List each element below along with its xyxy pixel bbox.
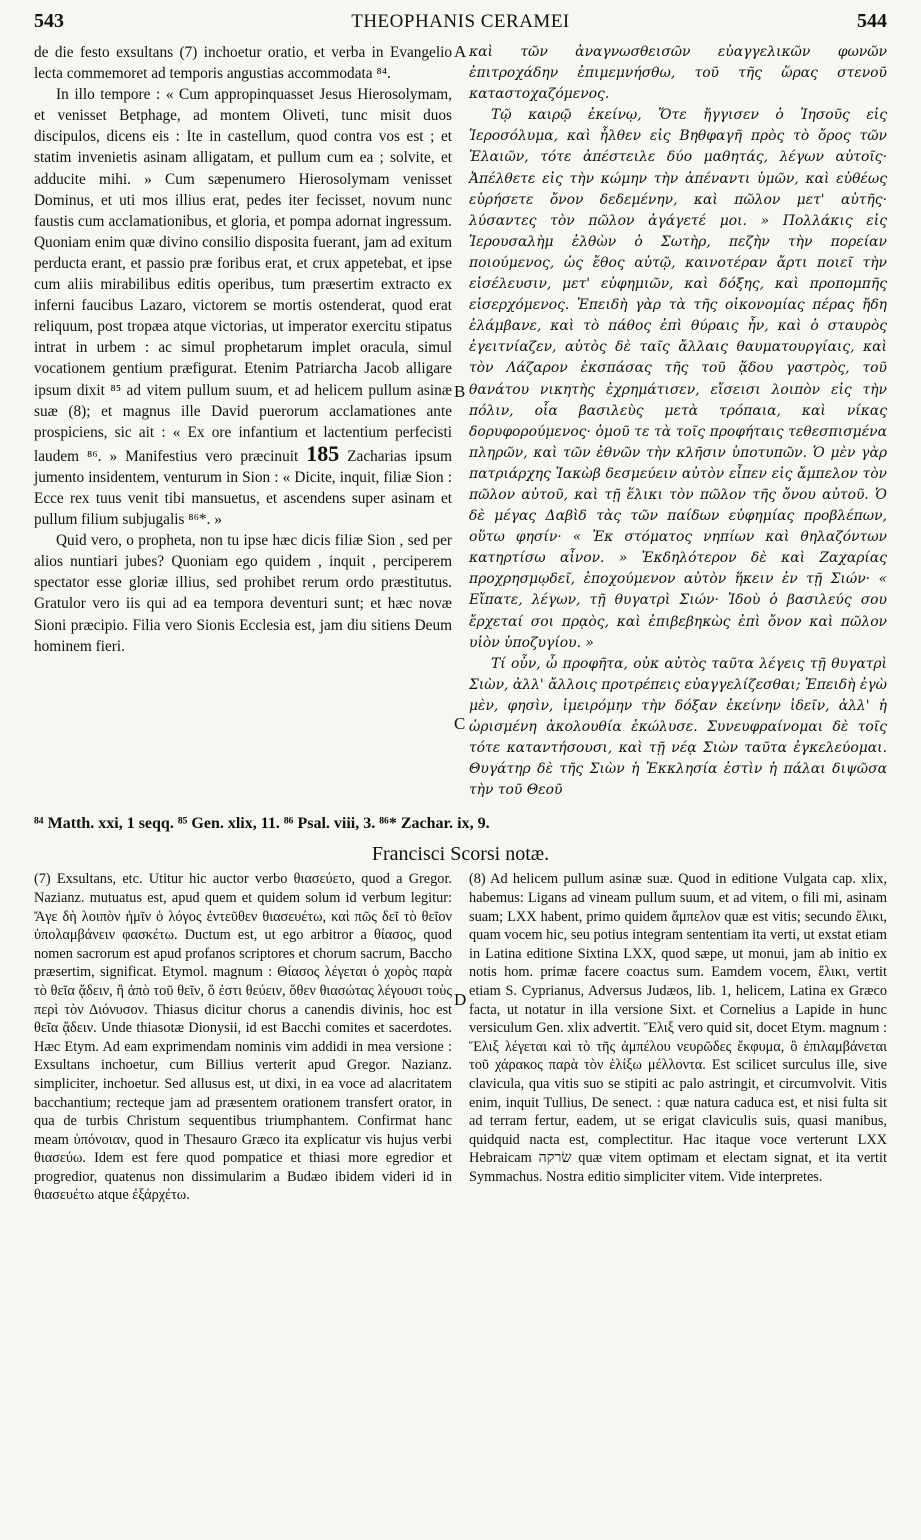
margin-letter: D xyxy=(454,990,467,1010)
margin-letter: A xyxy=(454,42,467,61)
margin-letters xyxy=(452,42,469,801)
running-title: THEOPHANIS CERAMEI xyxy=(351,11,570,32)
running-header xyxy=(34,10,887,38)
main-text xyxy=(34,42,887,801)
latin-paragraph: Quid vero, o propheta, non tu ipse hæc dicis filiæ Sion , sed per alios nuntiari jubes? Quoniam ego quidem , inquit , perciperem spectator esse gloriæ illius, sed prohibet rerum ordo præstitutus. Gratulor vero iis qui ad ea tempora deventuri sunt; et hæc novæ Sioni præcipio. Filia vero Sionis Ecclesia est, jam diu sitiens Deum hominem fieri. xyxy=(34,532,452,655)
greek-paragraph: καὶ τῶν ἀναγνωσθεισῶν εὐαγγελικῶν φωνῶν ἐπιτροχάδην ἐπιμεμνήσθω, τοῦ τῆς ὥρας στενοῦ καταστοχαζόμενος. xyxy=(469,44,887,103)
page-number-left: 543 xyxy=(34,10,64,32)
latin-paragraph: de die festo exsultans (7) inchoetur oratio, et verba in Evangelio lecta commemoret ad temporis angustias accommodata ⁸⁴. xyxy=(34,44,452,83)
latin-column xyxy=(34,42,452,801)
latin-paragraph xyxy=(34,84,452,530)
scripture-references: ⁸⁴ Matth. xxi, 1 seqq. ⁸⁵ Gen. xlix, 11. ⁸⁶ Psal. viii, 3. ⁸⁶* Zachar. ix, 9. xyxy=(34,815,490,833)
notes-title: Francisci Scorsi notæ. xyxy=(371,843,550,866)
note-8 xyxy=(469,870,887,1205)
greek-column xyxy=(469,42,887,801)
page-number-right: 544 xyxy=(857,10,887,32)
margin-letter: C xyxy=(454,714,466,733)
migne-column-number: 185 xyxy=(306,440,340,466)
notes-section xyxy=(34,870,887,1205)
greek-paragraph: Τί οὖν, ὦ προφῆτα, οὐκ αὐτὸς ταῦτα λέγεις τῇ θυγατρὶ Σιὼν, ἀλλ' ἄλλοις προτρέπεις εὐαγγελίζεσθαι; Ἐπειδὴ ἐγὼ μὲν, φησὶν, ἱμειρόμην τὴν δόξαν ἐκείνην ἰδεῖν, ἀλλ' ἡ ὡρισμένη ἀκολουθία ἐκώλυσε. Συνευφραίνομαι δὲ τοῖς τότε καταντήσουσι, καὶ τῇ νέᾳ Σιὼν ταῦτα ἐγκελεύομαι. Θυγάτηρ δὲ τῆς Σιὼν ἡ Ἐκκλησία ἐστὶν ἡ πάλαι διψῶσα τὴν τοῦ Θεοῦ xyxy=(469,655,887,799)
latin-text: In illo tempore : « Cum appropinquasset Jesus Hierosolymam, et venisset Betphage, ad montem Oliveti, tunc misit duos discipulos, dicens eis : Ite in castellum, quod contra vos est ; et statim invenietis asinam alligatam, et pullum cum ea ; solvite, et adducite mihi. » Cum sæpenumero Hierosolymam venisset Dominus, et uti mos illius erat, pedes iter fecisset, novum nunc faustis cum acclamationibus, et gloria, et pompa adornat ingressum. Quoniam enim quæ divino consilio disposita fuerant, jam ad exitum perducta erant, et passio præ foribus erat, et crux appetebat, et ipse cum aliis mirabilibus editis operibus, tum præsertim extracto ex inferni faucibus Lazaro, victorem se mortis ostenderat, quod erat reliquum, post tropæa atque victorias, ut imperator exercitu stipatus intrat in urbem : ac simul prophetarum implet oracula, simul vocationem gentium præfigurat. Etenim Patriarcha Jacob alligare ipsum dixit ⁸⁵ ad vitem pullum suum, et ad helicem pullum asinæ suæ (8); et magnus ille David puerorum acclamationes ante prospiciens, sic ait : « Ex ore infantium et lactentium perfecisti laudem ⁸⁶. » Manifestius vero præcinuit xyxy=(34,86,452,465)
note-text: (8) Ad helicem pullum asinæ suæ. Quod in editione Vulgata cap. xlix, habemus: Ligans ad vineam pullum suum, et ad vitem, o fili mi, asinam suam; LXX habent, primo quidem ἄμπελον quæ est vitis; secundo ἕλικι, quam vocem hic, seu potius integram sententiam ita verti, ut exstat etiam in Latina editione Sixtina LXX, quod sæpe, ut monui, jam ab initio ex notis hom. primæ facere coactus sum. Eamdem vocem, ἕλικι, vertit etiam S. Cyprianus, Adversus Judæos, lib. 1, helicem, Latina ex Græco facta, ut notatur in illa versione Sixt. et Cornelius a Lapide in hunc versiculum Gen. xlix advertit. Ἕλιξ vero quid sit, docet Etym. magnum : Ἕλιξ λέγεται καὶ τὸ τῆς ἀμπέλου νευρῶδες ἔκφυμα, ὃ ἐπιλαμβάνεται τοῦ χάρακος παρὰ τὸν ἑλίξω μέλλοντα. Est scilicet surculus ille, sive clavicula, qua vitis suo se stipiti ac palo astringit, et circumvolvit. Vitis enim, inquit Tullius, De senect. : quæ natura caduca est, et nisi fulta sit ad terram fertur, eadem, ut se erigat claviculis suis, quasi manibus, quidquid nacta est, complectitur. Hac itaque voce verterunt LXX Hebraicam שׂרקה quæ vitem optimam et electam signat, et ita vertit Symmachus. Nostra editio simpliciter vitem. Vide interpretes. xyxy=(469,871,887,1185)
margin-letter: B xyxy=(454,382,466,401)
note-text: (7) Exsultans, etc. Utitur hic auctor verbo θιασεύετο, quod a Gregor. Nazianz. mutuatus est, apud quem et quidem solum id verbum legitur: Ἄγε δὴ λοιπὸν ἡμῖν ὁ λόγος ἐντεῦθεν θιασευέτω, καὶ πῶς δεῖ τὸ θεῖον ὑπολαμβάνειν φασκέτω. Ductum est, ut ego arbitror a θίασος, quod nomen sacrorum est apud profanos scriptores et chorum sacrum, Baccho præsertim, significat. Etymol. magnum : Θίασος λέγεται ὁ χορὸς παρὰ τὸ θεῖα ᾄδειν, ἢ ἀπὸ τοῦ θεῖν, ὅ ἐστι θεύειν, ὅθεν θιασώτας λέγουσι τοὺς περὶ τὸν Διόνυσον. Thiasus dicitur chorus a canendis divinis, hoc est θεῖα ᾄδειν. Unde thiasotæ Dionysii, id est Bacchi comites et sacerdotes. Hæc Etym. Ad eam exprimendam nominis vim addidi in mea versione : Exsultans inchoetur, cum Billius verterit apud Gregor. Nazianz. simpliciter, inchoetur. Sed allusus est, ut dixi, in ea voce ad alacritatem bacchantium; recteque jam ad præsentem orationem transfert orator, in qua de turbis Christum sequentibus triumphantem. Confirmat hanc meam ὑπόνοιαν, quod in Thesauro Græco ita explicatur vis hujus verbi θιασεύω. Idem est fere quod pompatice et thiasi more egredior et progredior, quatenus non dissimularim a Budæo ibidem videri id in θιασευέτω atque ἐξάρχέτω. xyxy=(34,871,452,1204)
notes-margin xyxy=(452,870,469,1205)
greek-paragraph: Τῷ καιρῷ ἐκείνῳ, Ὅτε ἤγγισεν ὁ Ἰησοῦς εἰς Ἱεροσόλυμα, καὶ ἦλθεν εἰς Βηθφαγῆ πρὸς τὸ ὄρος τῶν Ἐλαιῶν, τότε ἀπέστειλε δύο μαθητάς, λέγων αὐτοῖς· Ἀπέλθετε εἰς τὴν κώμην τὴν ἀπέναντι ὑμῶν, καὶ εὐθέως εὑρήσετε ὄνον δεδεμένην, καὶ πῶλον μετ' αὐτῆς· λύσαντες τὸν πῶλον ἀγάγετέ μοι. » Πολλάκις εἰς Ἱερουσαλὴμ ἐλθὼν ὁ Σωτὴρ, πεζὴν τὴν πορείαν ποιούμενος, ὡς ἔθος αὐτῷ, καινοτέραν ἄρτι ποιεῖ τὴν εἰσέλευσιν, μετ' εὐφημιῶν, καὶ δόξης, καὶ προπομπῆς εἰσερχόμενος. Ἐπειδὴ γὰρ τὰ τῆς οἰκονομίας πέρας ἤδη ἐλάμβανε, καὶ τὸ πάθος ἐπὶ θύραις ἦν, καὶ ὁ σταυρὸς ἐγειτνίαζεν, αὐτὸς δὲ ταῖς ἄλλαις θαυματουργίαις, καὶ τὸν Λάζαρον ἐκσπάσας τῆς τοῦ ᾅδου γαστρὸς, τοῦ θανάτου νικητὴς ἐχρημάτισεν, εἴσεισι λοιπὸν εἰς τὴν πόλιν, οἷα βασιλεὺς μετὰ τρόπαια, καὶ νίκας δορυφορούμενος· ὁμοῦ τε τὰ τοῖς προφήταις τεθεσπισμένα πληρῶν, καὶ τῶν ἐθνῶν τὴν κλῆσιν ὑποτυπῶν. Ὁ μὲν γὰρ πατριάρχης Ἰακὼβ δεσμεύειν αὐτὸν εἶπεν εἰς ἄμπελον τὸν πῶλον αὐτοῦ, καὶ τῇ ἕλικι τὸν πῶλον τῆς ὄνου αὐτοῦ. Ὁ δὲ μέγας Δαβὶδ τὰς τῶν παίδων εὐφημίας προβλέπων, οὕτω φησίν· « Ἐκ στόματος νηπίων καὶ θηλαζόντων κατηρτίσω αἶνον. » Ἐκδηλότερον δὲ καὶ Ζαχαρίας προχρησμῳδεῖ, ἐποχούμενον αὐτὸν ἥκειν ἐν τῇ Σιών· « Εἴπατε, λέγων, τῇ θυγατρὶ Σιών· Ἰδοὺ ὁ βασιλεύς σου ἔρχεταί σοι πρᾳὸς, καὶ ἐπιβεβηκὼς ἐπὶ ὄνον καὶ πῶλον υἱὸν ὑποζυγίου. » xyxy=(469,107,887,651)
note-7 xyxy=(34,870,452,1205)
latin-text: Zacharias ipsum jumento insidentem, venturum in Sion : « Dicite, inquit, filiæ Sion : Ecce rex tuus venit tibi mansuetus, et ascendens super asinam et pullum filium subjugalis ⁸⁶*. » xyxy=(34,447,453,529)
